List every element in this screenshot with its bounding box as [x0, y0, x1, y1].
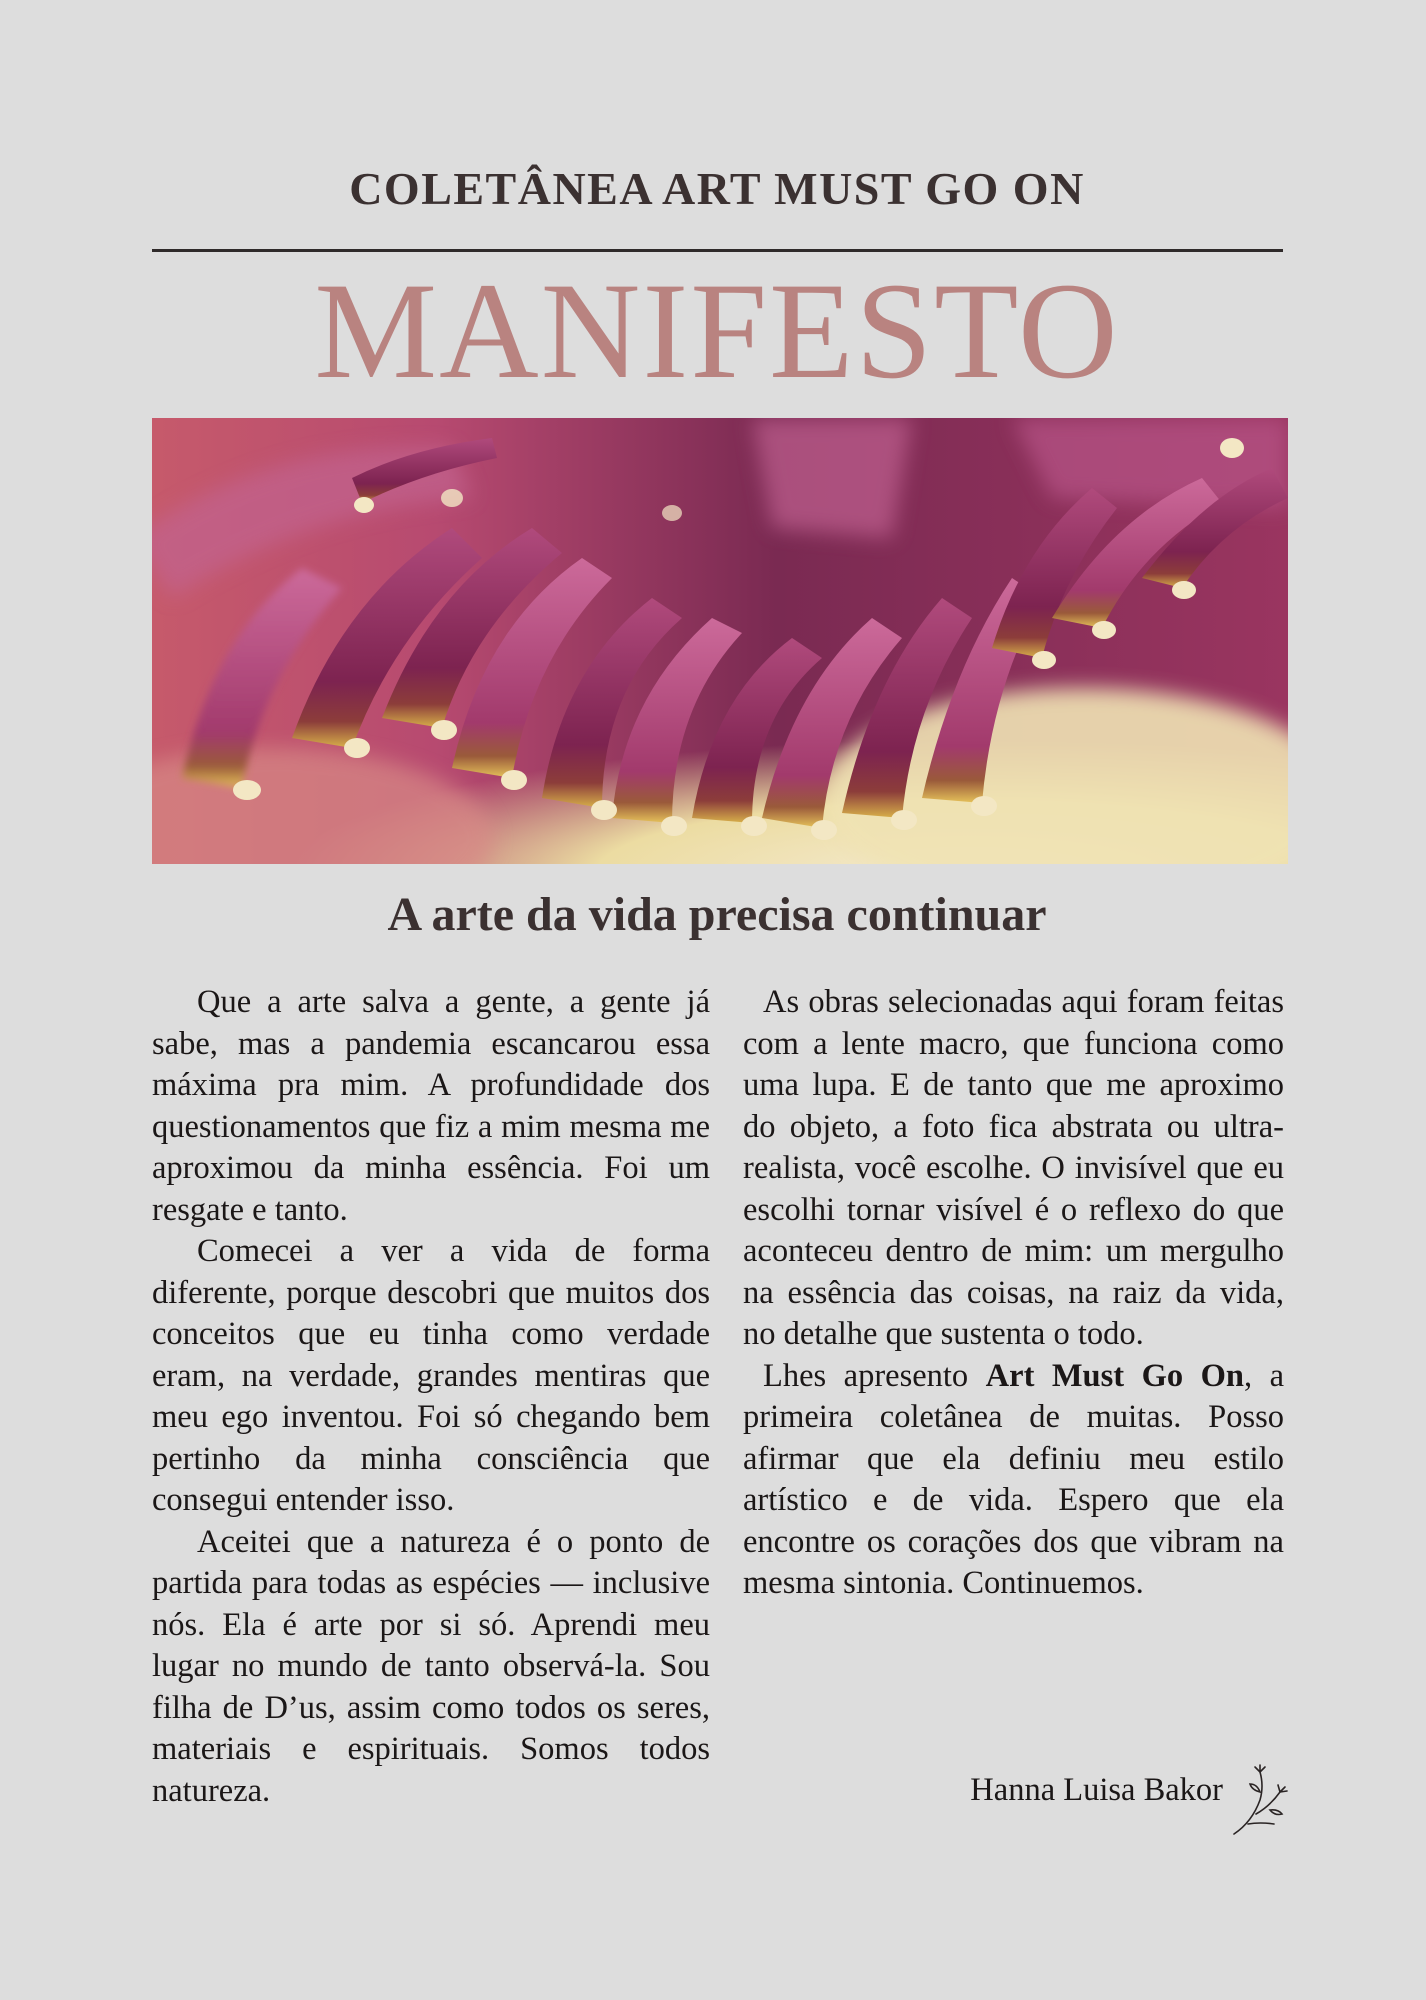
article-column-right — [743, 982, 1284, 1605]
page-title: MANIFESTO — [314, 254, 1120, 407]
article-subtitle: A arte da vida precisa continuar — [387, 888, 1047, 941]
article-column-left — [152, 982, 710, 1812]
flower-macro-photo — [152, 418, 1288, 864]
paragraph-2: Comecei a ver a vida de forma diferente, porque descobri que muitos dos conceitos que eu tinha como verdade eram, na verdade, grandes mentiras que meu ego inventou. Foi só chegando bem pertinho da minha consciência que consegui entender isso. — [152, 1233, 710, 1518]
collection-kicker: COLETÂNEA ART MUST GO ON — [349, 163, 1085, 214]
paragraph-5 — [743, 1356, 1284, 1605]
collection-name: Art Must Go On — [985, 1357, 1244, 1394]
paragraph-1: Que a arte salva a gente, a gente já sabe, mas a pandemia escancarou essa máxima pra mim. A profundidade dos questionamentos que fiz a mim mesma me aproximou da minha essência. Foi um resgate e tanto. — [152, 984, 710, 1228]
paragraph-5-end: , a primeira coletânea de muitas. Posso afirmar que ela definiu meu estilo artístico e de vida. Espero que ela encontre os corações dos que vibram na mesma sintonia. Continuemos. — [743, 1357, 1284, 1601]
paragraph-4: As obras selecionadas aqui foram feitas com a lente macro, que funciona como uma lupa. E de tanto que me aproximo do objeto, a foto fica abstrata ou ultra-realista, você escolhe. O invisível que eu escolhi tornar visível é o reflexo do que aconteceu dentro de mim: um mergulho na essência das coisas, na raiz da vida, no detalhe que sustenta o todo. — [743, 984, 1284, 1352]
paragraph-3: Aceitei que a natureza é o ponto de partida para todas as espécies — inclusive nós. Ela é arte por si só. Aprendi meu lugar no mundo de tanto observá-la. Sou filha de D’us, assim como todos os seres, materiais e espirituais. Somos todos natureza. — [152, 1523, 710, 1809]
flower-sprig-icon — [1230, 1762, 1300, 1838]
author-signature: Hanna Luisa Bakor — [970, 1772, 1223, 1808]
paragraph-5-start: Lhes apresento — [763, 1357, 986, 1394]
